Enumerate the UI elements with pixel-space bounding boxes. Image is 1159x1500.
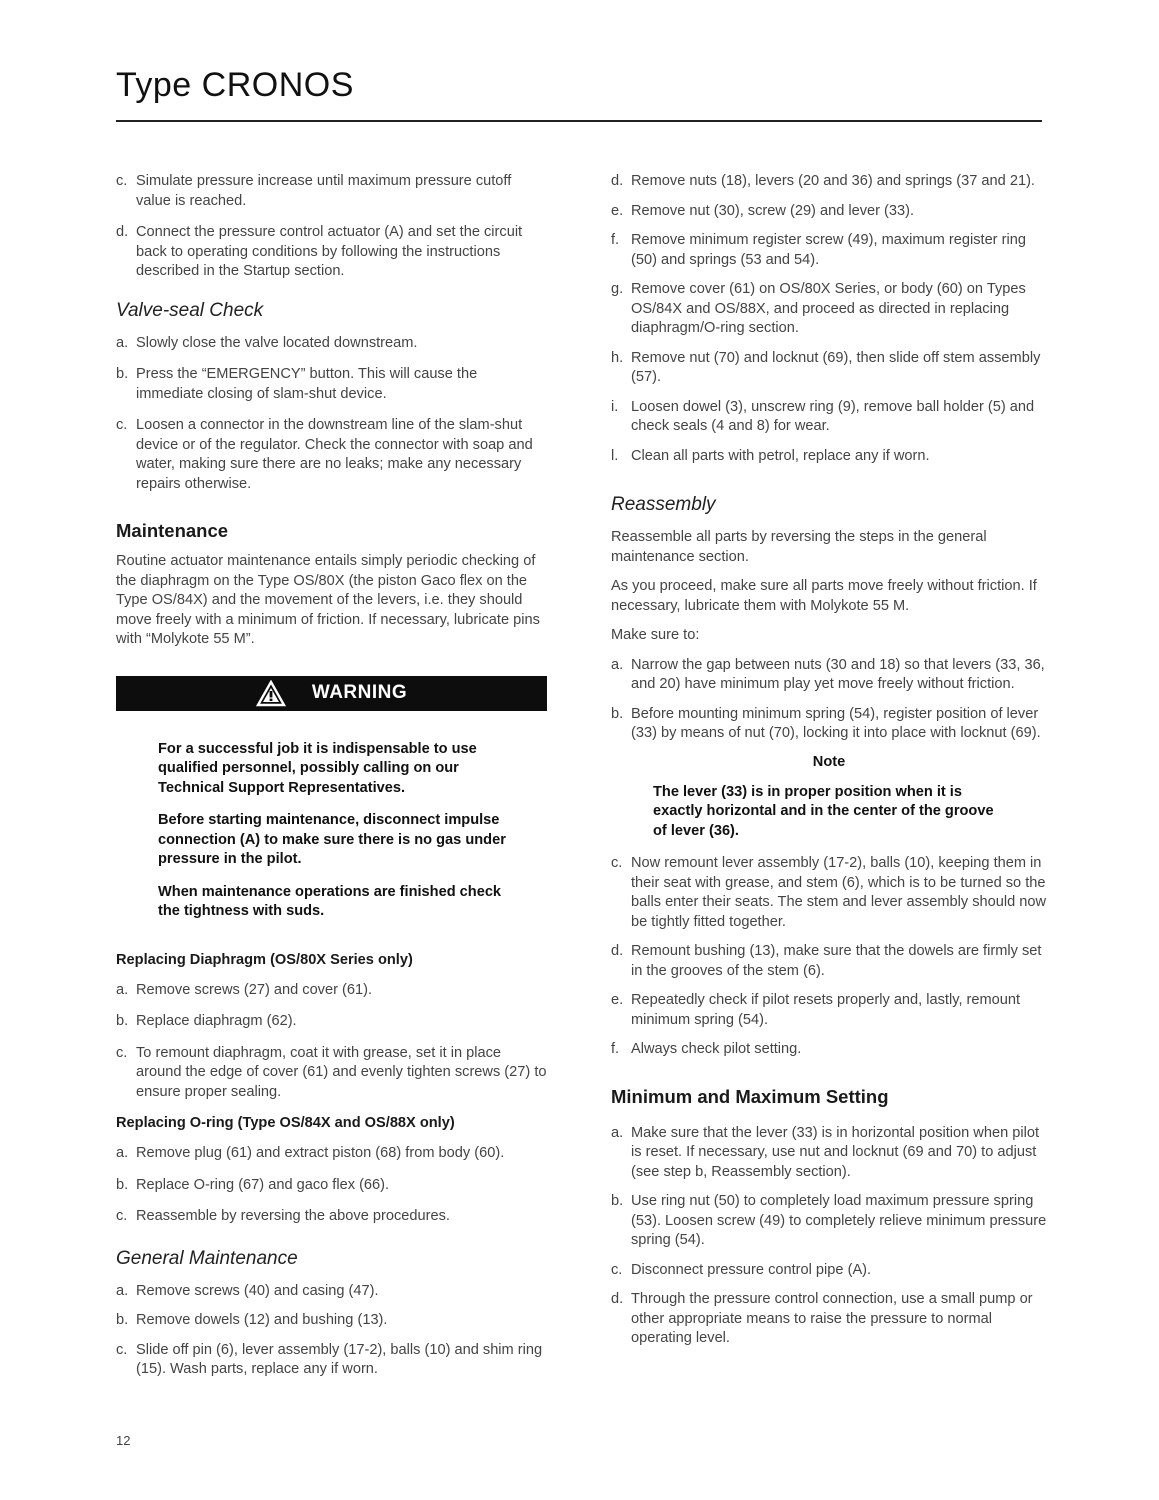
diaphragm-heading: Replacing Diaphragm (OS/80X Series only) xyxy=(116,951,413,968)
list-item: b. Press the “EMERGENCY” button. This will cause the immediate closing of slam-shut device. xyxy=(116,366,478,402)
warning-paragraph: For a successful job it is indispensable to use qualified personnel, possibly calling on our Technical Support Representatives. xyxy=(158,740,477,796)
list-item: a. Slowly close the valve located downstream. xyxy=(116,334,418,351)
list-item: b. Replace O-ring (67) and gaco flex (66). xyxy=(116,1176,390,1193)
valve-seal-heading: Valve-seal Check xyxy=(116,299,264,321)
warning-triangle-icon xyxy=(256,680,286,707)
right-column xyxy=(611,172,1047,1349)
list-item: d. Connect the pressure control actuator (A) and set the circuit back to operating conditions by following the instructions described in the Startup section. xyxy=(116,224,523,279)
reassembly-text: Reassemble all parts by reversing the steps in the general maintenance section. xyxy=(611,529,987,565)
title-rule xyxy=(116,120,1042,122)
oring-heading: Replacing O-ring (Type OS/84X and OS/88X only) xyxy=(116,1115,455,1131)
left-column xyxy=(116,172,548,1380)
list-item: l. Clean all parts with petrol, replace any if worn. xyxy=(611,447,930,464)
list-item: c. Simulate pressure increase until maximum pressure cutoff value is reached. xyxy=(116,173,512,209)
list-item: c. Loosen a connector in the downstream line of the slam-shut device or of the regulator. Check the connector with soap and water, making sure there are no leaks; make any necessary repairs otherwise. xyxy=(116,417,533,492)
list-item: f. Remove minimum register screw (49), maximum register ring (50) and springs (53 and 54). xyxy=(611,232,1026,268)
list-item: c. Slide off pin (6), lever assembly (17-2), balls (10) and shim ring (15). Wash parts, replace any if worn. xyxy=(116,1341,543,1377)
list-item: a. Remove screws (27) and cover (61). xyxy=(116,981,373,998)
reassembly-text: Make sure to: xyxy=(611,627,700,643)
warning-paragraph: Before starting maintenance, disconnect impulse connection (A) to make sure there is no gas under pressure in the pilot. xyxy=(158,812,506,867)
list-item: a. Remove plug (61) and extract piston (68) from body (60). xyxy=(116,1145,505,1161)
list-item: a. Make sure that the lever (33) is in horizontal position when pilot is reset. If necessary, use nut and locknut (69 and 70) to adjust (see step b, Reassembly section). xyxy=(611,1124,1040,1180)
reassembly-text: As you proceed, make sure all parts move freely without friction. If necessary, lubricate them with Molykote 55 M. xyxy=(611,578,1037,614)
list-item: a. Remove screws (40) and casing (47). xyxy=(116,1282,379,1299)
list-item: e. Remove nut (30), screw (29) and lever (33). xyxy=(611,202,915,219)
list-item: b. Use ring nut (50) to completely load maximum pressure spring (53). Loosen screw (49) to completely relieve minimum pressure spring (54). xyxy=(611,1193,1047,1248)
list-item: b. Remove dowels (12) and bushing (13). xyxy=(116,1312,388,1328)
list-item: c. Now remount lever assembly (17-2), balls (10), keeping them in their seat with grease, and stem (6), which is to be turned so the balls enter their seats. The stem and lever assembly should now be tightly fitted together. xyxy=(611,855,1047,930)
list-item: c. Reassemble by reversing the above procedures. xyxy=(116,1208,450,1224)
list-item: g. Remove cover (61) on OS/80X Series, or body (60) on Types OS/84X and OS/88X, and proceed as directed in replacing diaphragm/O-ring section. xyxy=(611,281,1026,336)
list-item: h. Remove nut (70) and locknut (69), then slide off stem assembly (57). xyxy=(611,349,1041,385)
maintenance-text: Routine actuator maintenance entails simply periodic checking of the diaphragm on the Type OS/80X (the piston Gaco flex on the Type OS/84X) and the movement of the levers, i.e. they should move freely with a minimum of friction. If necessary, lubricate pins with “Molykote 55 M”. xyxy=(116,553,540,647)
general-maintenance-heading: General Maintenance xyxy=(116,1247,298,1269)
min-max-heading: Minimum and Maximum Setting xyxy=(611,1085,889,1107)
warning-label: WARNING xyxy=(311,682,408,703)
page-number: 12 xyxy=(116,1433,131,1448)
list-item: e. Repeatedly check if pilot resets properly and, lastly, remount minimum spring (54). xyxy=(611,992,1021,1028)
warning-banner xyxy=(116,676,547,711)
reassembly-heading: Reassembly xyxy=(611,494,716,515)
list-item: i. Loosen dowel (3), unscrew ring (9), remove ball holder (5) and check seals (4 and 8) for wear. xyxy=(611,398,1035,434)
note-title: Note xyxy=(812,753,846,770)
list-item: c. To remount diaphragm, coat it with grease, set it in place around the edge of cover (61) and evenly tighten screws (27) to ensure proper sealing. xyxy=(116,1044,547,1100)
list-item: b. Replace diaphragm (62). xyxy=(116,1013,297,1029)
maintenance-heading: Maintenance xyxy=(116,520,229,541)
list-item: c. Disconnect pressure control pipe (A). xyxy=(611,1261,872,1278)
warning-paragraph: When maintenance operations are finished check the tightness with suds. xyxy=(158,883,502,919)
note-text: The lever (33) is in proper position when it is exactly horizontal and in the center of the groove of lever (36). xyxy=(653,783,994,839)
page-title: Type CRONOS xyxy=(116,66,354,104)
list-item: d. Through the pressure control connection, use a small pump or other appropriate means to raise the pressure to normal operating level. xyxy=(611,1291,1033,1346)
list-item: f. Always check pilot setting. xyxy=(611,1041,802,1057)
list-item: b. Before mounting minimum spring (54), register position of lever (33) by means of nut (70), locking it into place with locknut (69). xyxy=(611,705,1041,741)
list-item: a. Narrow the gap between nuts (30 and 18) so that levers (33, 36, and 20) have minimum play yet move freely without friction. xyxy=(611,656,1045,692)
list-item: d. Remove nuts (18), levers (20 and 36) and springs (37 and 21). xyxy=(611,173,1035,189)
list-item: d. Remount bushing (13), make sure that the dowels are firmly set in the grooves of the stem (6). xyxy=(611,943,1042,979)
